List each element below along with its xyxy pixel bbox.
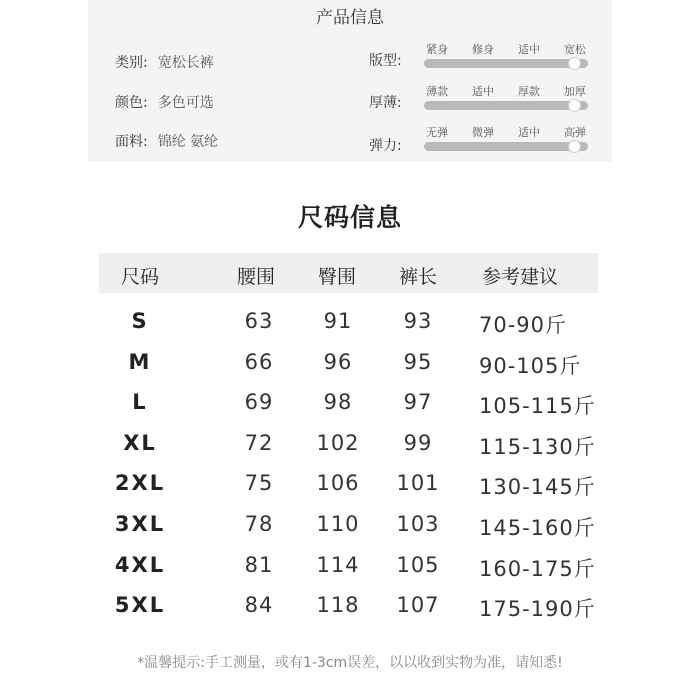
fit-label: 版型: <box>369 53 402 69</box>
meter-indicator <box>569 141 580 152</box>
meter-option: 薄款 <box>426 85 449 98</box>
meter-option: 微弹 <box>472 126 495 139</box>
cell-size: S <box>131 309 149 333</box>
cell-length: 97 <box>403 390 433 415</box>
cell-recommendation: 105-115斤 <box>479 394 596 419</box>
attribute-color <box>115 92 214 112</box>
meter-indicator <box>569 58 580 69</box>
cell-recommendation: 145-160斤 <box>479 516 596 540</box>
cell-hip: 114 <box>316 552 360 577</box>
table-row <box>0 350 700 380</box>
elasticity-label: 弹力: <box>369 138 402 154</box>
attribute-value: 锦纶 氨纶 <box>157 134 219 150</box>
attribute-fabric <box>115 131 218 151</box>
table-row <box>0 431 700 461</box>
cell-length: 101 <box>396 471 440 496</box>
cell-size: 5XL <box>114 593 166 618</box>
cell-hip: 96 <box>323 349 353 374</box>
cell-recommendation: 90-105斤 <box>479 353 582 378</box>
size-info-title: 尺码信息 <box>297 203 402 232</box>
cell-recommendation: 160-175斤 <box>479 556 596 581</box>
fit-meter <box>424 41 588 68</box>
cell-recommendation: 115-130斤 <box>479 434 596 459</box>
attribute-value: 宽松长裤 <box>157 55 214 71</box>
product-info-panel <box>88 0 612 162</box>
meter-option: 无弹 <box>426 126 449 139</box>
table-row <box>0 471 700 501</box>
meter-option: 宽松 <box>563 43 586 56</box>
cell-size: 4XL <box>114 552 166 577</box>
cell-size: XL <box>123 430 157 455</box>
attribute-value: 多色可选 <box>157 95 214 111</box>
header-hip: 臀围 <box>318 266 357 288</box>
cell-recommendation: 130-145斤 <box>479 475 596 500</box>
cell-length: 105 <box>396 552 440 577</box>
attribute-key: 颜色: <box>115 95 148 111</box>
product-info-title: 产品信息 <box>316 8 384 28</box>
cell-waist: 66 <box>244 349 274 374</box>
meter-option: 适中 <box>472 85 495 98</box>
thickness-label: 厚薄: <box>369 95 402 111</box>
cell-recommendation: 175-190斤 <box>479 597 596 622</box>
cell-waist: 78 <box>244 512 274 536</box>
cell-size: L <box>132 390 148 415</box>
cell-hip: 110 <box>316 512 360 536</box>
cell-hip: 91 <box>323 309 353 333</box>
cell-size: M <box>128 349 152 374</box>
cell-length: 103 <box>396 512 440 536</box>
cell-waist: 84 <box>244 593 274 618</box>
header-size: 尺码 <box>121 266 160 288</box>
cell-waist: 69 <box>244 390 274 415</box>
meter-option: 高弹 <box>563 126 586 139</box>
cell-recommendation: 70-90斤 <box>479 313 568 337</box>
table-row <box>0 390 700 420</box>
table-row <box>0 512 700 542</box>
cell-hip: 106 <box>316 471 360 496</box>
cell-size: 3XL <box>114 512 166 536</box>
cell-length: 95 <box>403 349 433 374</box>
cell-hip: 118 <box>316 593 360 618</box>
cell-length: 99 <box>403 430 433 455</box>
meter-option: 适中 <box>517 126 540 139</box>
meter-indicator <box>569 100 580 111</box>
attribute-category <box>115 52 214 72</box>
cell-waist: 81 <box>244 552 274 577</box>
header-length: 裤长 <box>399 266 438 288</box>
cell-hip: 98 <box>323 390 353 415</box>
cell-hip: 102 <box>316 430 360 455</box>
meter-option: 适中 <box>517 43 540 56</box>
thickness-meter <box>424 83 588 110</box>
attribute-key: 类别: <box>115 55 148 71</box>
meter-option: 紧身 <box>426 43 449 56</box>
attribute-key: 面料: <box>115 134 148 150</box>
cell-waist: 75 <box>244 471 274 496</box>
cell-length: 107 <box>396 593 440 618</box>
cell-size: 2XL <box>114 471 166 496</box>
meter-option: 修身 <box>472 43 495 56</box>
header-recommendation: 参考建议 <box>482 266 559 288</box>
meter-option: 厚款 <box>517 85 540 98</box>
meter-option: 加厚 <box>563 85 586 98</box>
meter-track <box>424 101 588 110</box>
measurement-note: *温馨提示:手工测量，或有1-3cm误差，以以收到实物为准，请知悉! <box>137 655 563 671</box>
cell-length: 93 <box>403 309 433 333</box>
cell-waist: 63 <box>244 309 274 333</box>
elasticity-meter <box>424 124 588 151</box>
meter-track <box>424 142 588 151</box>
table-row <box>0 593 700 623</box>
table-row <box>0 553 700 583</box>
cell-waist: 72 <box>244 430 274 455</box>
table-row <box>0 309 700 339</box>
header-waist: 腰围 <box>237 266 276 288</box>
meter-track <box>424 59 588 68</box>
